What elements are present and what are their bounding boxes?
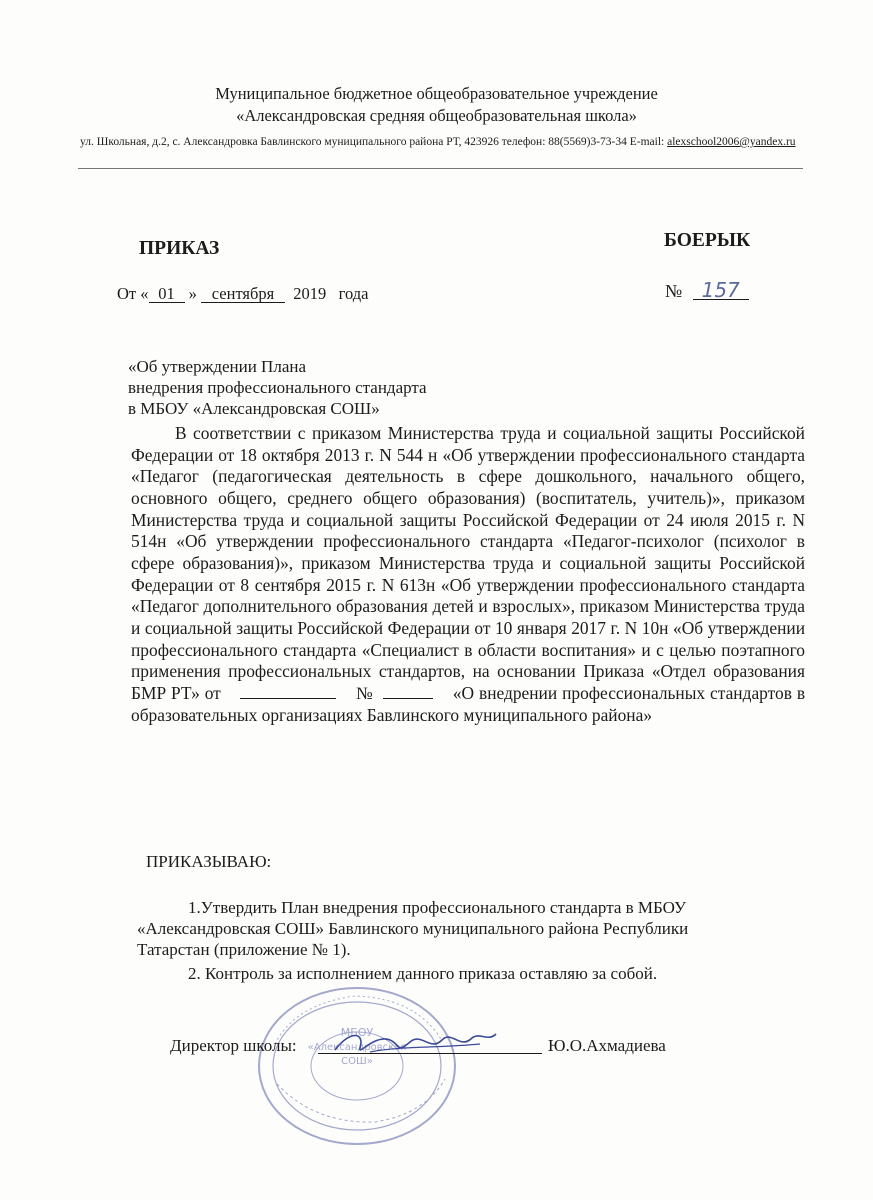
order-number xyxy=(665,278,749,302)
order-subject xyxy=(128,356,427,419)
preamble-text-end: «О внедрении профессиональных стандартов в образовательных организациях Бавлинского муниципального района» xyxy=(131,682,806,725)
handwritten-signature xyxy=(330,1022,500,1060)
date-year: 2019 xyxy=(293,284,327,303)
signature-position: Директор школы: xyxy=(170,1036,297,1055)
order-item-1-line3: Татарстан (приложение № 1). xyxy=(137,940,351,959)
svg-text:«Александровская: «Александровская xyxy=(307,1042,407,1053)
order-item-1-line1: 1.Утвердить План внедрения профессионального стандарта в МБОУ xyxy=(188,898,687,917)
blank-date xyxy=(240,684,336,699)
svg-text:СОШ»: СОШ» xyxy=(341,1056,373,1067)
subject-line: «Об утверждении Плана xyxy=(128,357,307,376)
date-month: сентября xyxy=(201,285,285,303)
director-name: Ю.О.Ахмадиева xyxy=(548,1036,666,1055)
orders-label: ПРИКАЗЫВАЮ: xyxy=(146,852,272,871)
svg-text:МБОУ: МБОУ xyxy=(340,1026,374,1039)
org-address xyxy=(80,136,796,148)
preamble-text: В соответствии с приказом Министерства труда и социальной защиты Российской Федерации от 18 октября 2013 г. N 544 н «Об утверждении профессионального стандарта «Педагог (педагогическая деятельность в сфере дошкольного, начального общего, основного общего, среднего общего образования) (воспитатель, учитель)», приказом Министерства труда и социальной защиты Российской Федерации от 24 июля 2015 г. N 514н «Об утверждении профессионального стандарта «Педагог-психолог (психолог в сфере образования)», приказом Министерства труда и социальной защиты Российской Федерации от 8 сентября 2015 г. N 613н «Об утверждении профессионального стандарта «Педагог дополнительного образования детей и взрослых», приказом Министерства труда и социальной защиты Российской Федерации от 10 января 2017 г. N 10н «Об утверждении профессионального стандарта «Специалист в области воспитания» и с целью поэтапного применения профессиональных стандартов, на основании Приказа «Отдел образования БМР РТ» от xyxy=(131,423,805,703)
subject-line: внедрения профессионального стандарта xyxy=(128,378,427,397)
date-day: 01 xyxy=(149,285,185,303)
blank-number xyxy=(383,684,433,699)
org-name-line1: Муниципальное бюджетное общеобразовательное учреждение xyxy=(215,84,658,103)
title-boeryk: БОЕРЫК xyxy=(664,230,751,251)
date-mid: » xyxy=(188,284,197,303)
org-name-line2: «Александровская средняя общеобразовательная школа» xyxy=(236,106,637,125)
school-stamp xyxy=(255,984,460,1149)
sign-number: № xyxy=(356,682,374,703)
number-value-handwritten: 157 xyxy=(693,282,749,300)
title-prikaz: ПРИКАЗ xyxy=(139,238,220,259)
header-divider xyxy=(78,168,803,169)
email-link[interactable]: alexschool2006@yandex.ru xyxy=(667,136,796,148)
date-year-suffix: года xyxy=(338,284,369,303)
address-text: ул. Школьная, д.2, с. Александровка Бавлинского муниципального района РТ, 423926 телефон: 88(5569)3-73-34 E-mail: xyxy=(80,136,668,148)
date-prefix: От « xyxy=(117,284,149,303)
subject-line: в МБОУ «Александровская СОШ» xyxy=(128,399,380,418)
number-label: № xyxy=(665,281,683,301)
order-item-1-line2: «Александровская СОШ» Бавлинского муниципального района Республики xyxy=(137,919,689,938)
order-preamble xyxy=(131,423,805,726)
order-item-2: 2. Контроль за исполнением данного приказа оставляю за собой. xyxy=(188,964,658,983)
date-line xyxy=(117,284,369,304)
